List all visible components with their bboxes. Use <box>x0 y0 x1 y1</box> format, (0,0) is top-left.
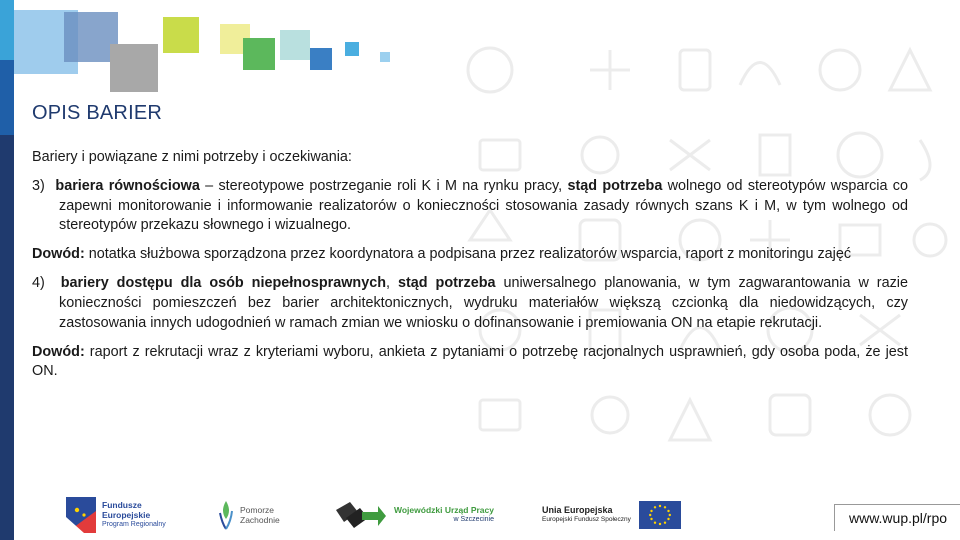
logo-fundusze-europejskie <box>66 497 166 533</box>
proof-text: notatka służbowa sporządzona przez koordynatora a podpisana przez realizatorów wsparcia, raport z monitoringu zajęć <box>84 246 852 263</box>
slide-title: OPIS BARIER <box>32 102 163 124</box>
proof-text: raport z rekrutacji wraz z kryteriami wyboru, ankieta z pytaniami o potrzebę racjonalnych usprawnień, gdy osoba poda, że jest ON. <box>32 343 908 380</box>
left-color-strip <box>0 0 14 540</box>
logo-text: Zachodnie <box>240 515 280 525</box>
proof-label: Dowód: <box>32 343 85 360</box>
intro-text: Bariery i powiązane z nimi potrzeby i oczekiwania: <box>32 149 352 165</box>
proof-label: Dowód: <box>32 246 85 263</box>
eu-flag-icon <box>639 501 681 529</box>
logo-text: Europejski Fundusz Społeczny <box>542 516 631 523</box>
logo-text: Unia Europejska <box>542 505 613 515</box>
logo-text: w Szczecinie <box>453 516 494 523</box>
wup-arrows-icon <box>336 500 386 530</box>
item-number: 3) <box>32 178 45 195</box>
logo-text: Program Regionalny <box>102 521 166 528</box>
item-text: wolnego od stereotypów wsparcia co zapewni monitorowanie i informowanie realizatorów o konieczności stosowania zasady równych szans K i M, w tym wolnego od stereotypów przekazu słownego i wizualnego. <box>59 178 909 234</box>
barrier-item-3 <box>32 177 908 236</box>
item-bold-need: stąd potrzeba <box>567 178 663 195</box>
item-text: – stereotypowe postrzeganie roli K i M na rynku pracy, <box>199 178 568 195</box>
logo-wup-szczecin <box>336 497 494 533</box>
pomorze-zachodnie-icon <box>216 499 236 531</box>
logo-text: Pomorze <box>240 505 275 515</box>
website-link[interactable]: www.wup.pl/rpo <box>834 504 960 531</box>
item-bold-need: stąd potrzeba <box>398 275 496 292</box>
slide-content <box>32 148 908 391</box>
fundusze-europejskie-icon <box>66 497 96 533</box>
item-bold-heading: bariera równościowa <box>55 178 200 195</box>
logo-text: Europejskie <box>102 510 151 520</box>
item-text: uniwersalnego planowania, w tym zagwarantowania w razie konieczności pomieszczeń bez barier architektonicznych, wydruku materiałów większą czcionką dla niedowidzących, czy zastosowania innych udogodnień w ramach zmian we wniosku o dofinansowanie i premiowania ON na etapie rekrutacji. <box>59 275 908 331</box>
logo-text: Wojewódzki Urząd Pracy <box>394 505 494 515</box>
item-bold-heading: bariery dostępu dla osób niepełnosprawnych <box>60 275 387 292</box>
item-number: 4) <box>32 275 45 292</box>
logo-text: Fundusze <box>102 500 142 510</box>
proof-paragraph-1 <box>32 245 908 265</box>
item-text: , <box>386 275 398 292</box>
barrier-item-4 <box>32 274 908 333</box>
proof-paragraph-2 <box>32 343 908 382</box>
logo-unia-europejska <box>542 497 681 533</box>
logo-pomorze-zachodnie <box>216 497 280 533</box>
